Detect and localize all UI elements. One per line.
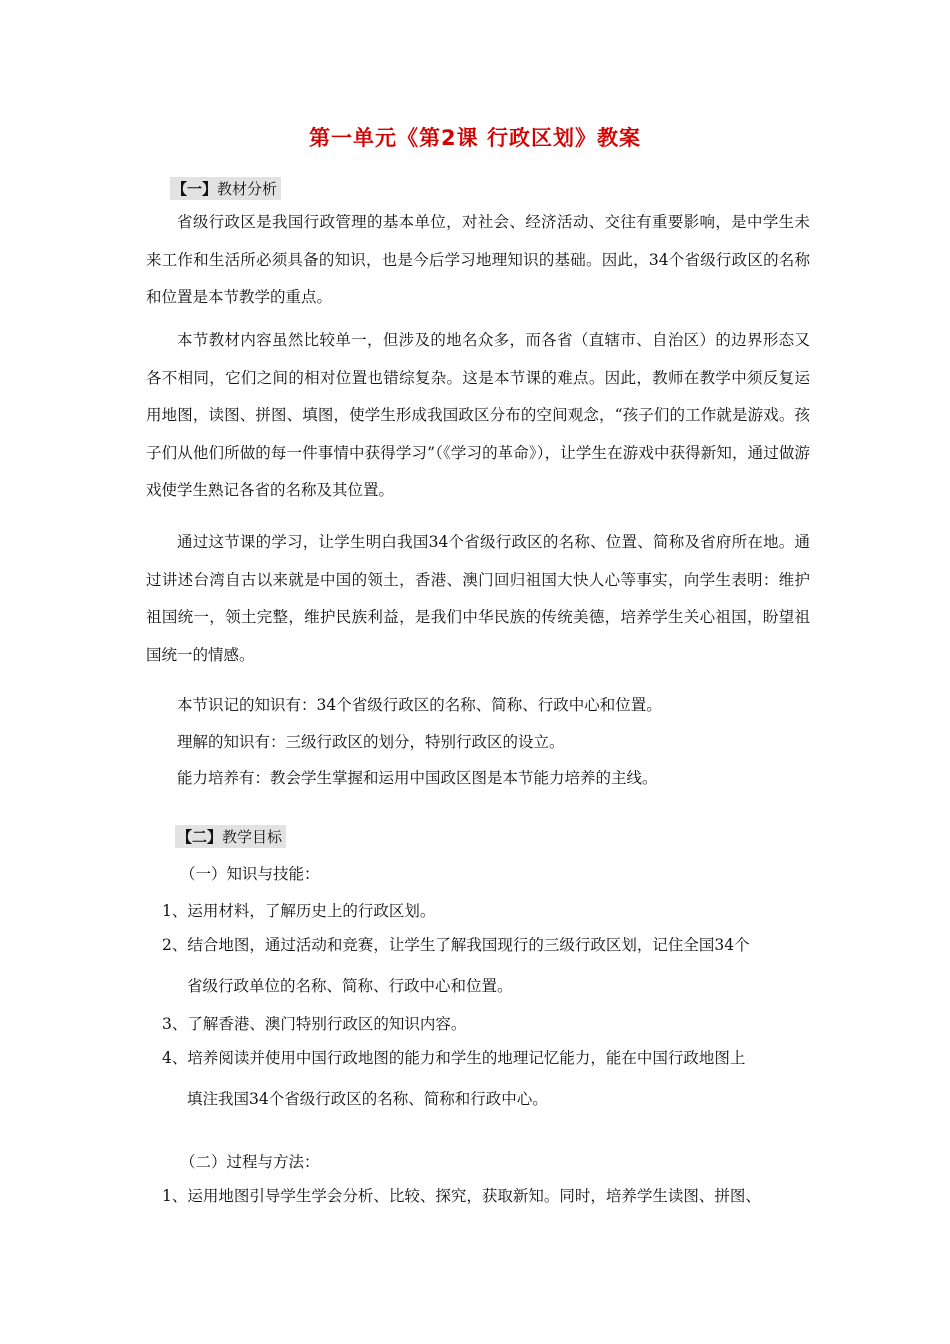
subsection-knowledge-skills: （一）知识与技能：: [180, 865, 320, 883]
knowledge-recall: 本节识记的知识有：34个省级行政区的名称、简称、行政中心和位置。: [177, 696, 662, 714]
section-title: 教学目标: [222, 828, 283, 846]
paragraph-1: 省级行政区是我国行政管理的基本单位，对社会、经济活动、交往有重要影响，是中学生未来工作和生活所必须具备的知识，也是今后学习地理知识的基础。因此，34个省级行政区的名称和位置是本节教学的重点。: [146, 213, 810, 306]
ability-training: 能力培养有：教会学生掌握和运用中国政区图是本节能力培养的主线。: [177, 769, 658, 787]
section-heading-objectives: [175, 825, 286, 848]
list-item: 2、结合地图，通过活动和竞赛，让学生了解我国现行的三级行政区划，记住全国34个: [162, 936, 750, 954]
section-title: 教材分析: [217, 180, 278, 198]
list-item-continuation: 填注我国34个省级行政区的名称、简称和行政中心。: [187, 1090, 548, 1108]
list-item: 1、运用地图引导学生学会分析、比较、探究，获取新知。同时，培养学生读图、拼图、: [162, 1187, 761, 1205]
list-item-continuation: 省级行政单位的名称、简称、行政中心和位置。: [187, 977, 513, 995]
paragraph-2: 本节教材内容虽然比较单一，但涉及的地名众多，而各省（直辖市、自治区）的边界形态又各不相同，它们之间的相对位置也错综复杂。这是本节课的难点。因此，教师在教学中须反复运用地图，读图、拼图、填图，使学生形成我国政区分布的空间观念，“孩子们的工作就是游戏。孩子们从他们所做的每一件事情中获得学习”（《学习的革命》），让学生在游戏中获得新知，通过做游戏使学生熟记各省的名称及其位置。: [146, 331, 810, 499]
paragraph-3: 通过这节课的学习，让学生明白我国34个省级行政区的名称、位置、简称及省府所在地。通过讲述台湾自古以来就是中国的领土，香港、澳门回归祖国大快人心等事实，向学生表明：维护祖国统一，领土完整，维护民族利益，是我们中华民族的传统美德，培养学生关心祖国，盼望祖国统一的情感。: [146, 533, 810, 664]
section-number: 【二】: [177, 828, 223, 846]
list-item: 4、培养阅读并使用中国行政地图的能力和学生的地理记忆能力，能在中国行政地图上: [162, 1049, 746, 1067]
list-item: 1、运用材料，了解历史上的行政区划。: [162, 902, 436, 920]
section-heading-materials: [170, 177, 281, 200]
document-title: 第一单元《第2课 行政区划》教案: [309, 126, 641, 150]
subsection-process-method: （二）过程与方法：: [180, 1153, 320, 1171]
section-number: 【一】: [172, 180, 218, 198]
list-item: 3、了解香港、澳门特别行政区的知识内容。: [162, 1015, 467, 1033]
knowledge-understand: 理解的知识有：三级行政区的划分，特别行政区的设立。: [177, 733, 565, 751]
